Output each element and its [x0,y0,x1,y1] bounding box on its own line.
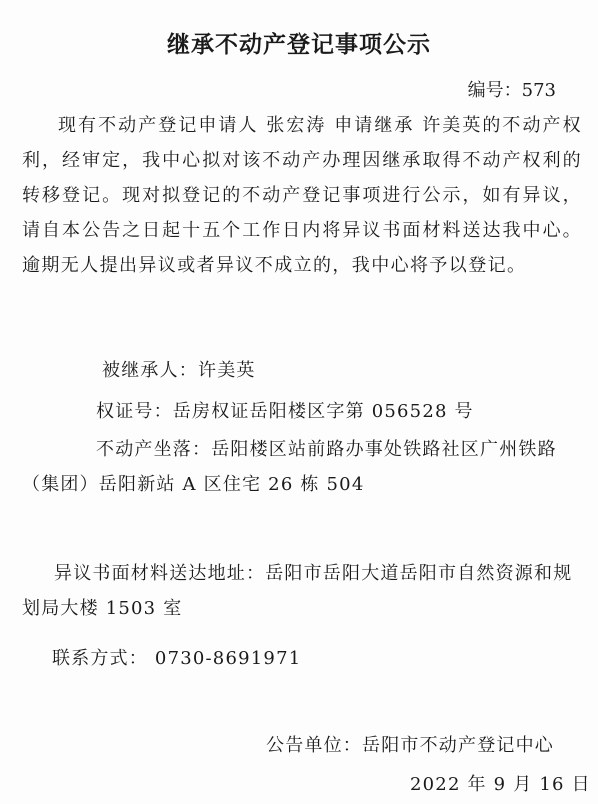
contact-line: 联系方式： 0730-8691971 [52,648,302,669]
issuer-line: 公告单位：岳阳市不动产登记中心 [266,735,554,756]
document-number: 编号：573 [467,80,556,101]
objection-address: 异议书面材料送达地址：岳阳市岳阳大道岳阳市自然资源和规划局大楼 1503 室 [22,563,573,619]
notice-body-paragraph: 现有不动产登记申请人 张宏涛 申请继承 许美英的不动产权利，经审定，我中心拟对该不动产办理因继承取得不动产权利的转移登记。现对拟登记的不动产登记事项进行公示，如有异议，请自本公告之日起十五个工作日内将异议书面材料送达我中心。逾期无人提出异议或者异议不成立的，我中心将予以登记。 [22,115,582,276]
certificate-number-line: 权证号：岳房权证岳阳楼区字第 056528 号 [96,401,474,422]
property-location: 不动产坐落：岳阳楼区站前路办事处铁路社区广州铁路（集团）岳阳新站 A 区住宅 26 栋 504 [22,439,557,495]
notice-title: 继承不动产登记事项公示 [167,32,431,58]
issue-date: 2022 年 9 月 16 日 [410,774,591,795]
decedent-line: 被继承人：许美英 [102,360,256,381]
